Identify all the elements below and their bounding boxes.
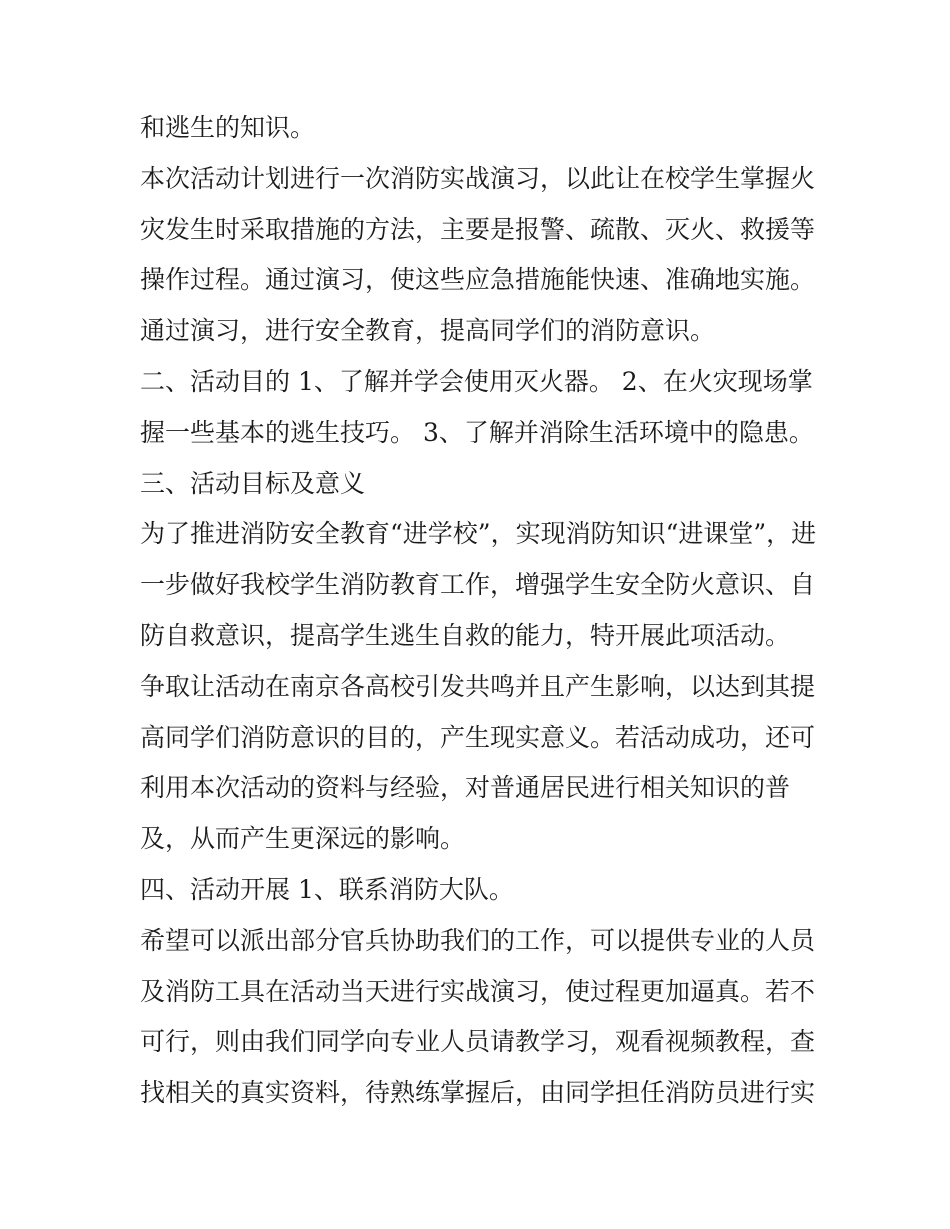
text-line: 防自救意识，提高学生逃生自救的能力，特开展此项活动。 [140, 620, 791, 650]
text-line: 操作过程。通过演习，使这些应急措施能快速、准确地实施。 [140, 265, 816, 295]
section-heading-3: 三、活动目标及意义 [140, 468, 366, 498]
text-line: 通过演习，进行安全教育，提高同学们的消防意识。 [140, 316, 716, 346]
section-heading-4: 四、活动开展 1、联系消防大队。 [140, 874, 514, 904]
text-line: 希望可以派出部分官兵协助我们的工作，可以提供专业的人员 [140, 925, 816, 955]
document-body [140, 107, 820, 1123]
text-line: 一步做好我校学生消防教育工作，增强学生安全防火意识、自 [140, 570, 816, 600]
text-line: 利用本次活动的资料与经验，对普通居民进行相关知识的普 [140, 773, 791, 803]
text-line: 本次活动计划进行一次消防实战演习，以此让在校学生掌握火 [140, 163, 816, 193]
text-line: 和逃生的知识。 [140, 113, 316, 142]
text-line: 灾发生时采取措施的方法，主要是报警、疏散、灭火、救援等 [140, 214, 816, 244]
text-line: 高同学们消防意识的目的，产生现实意义。若活动成功，还可 [140, 722, 816, 752]
text-line: 可行，则由我们同学向专业人员请教学习，观看视频教程，查 [140, 1027, 816, 1057]
text-line: 为了推进消防安全教育“进学校”，实现消防知识“进课堂”，进 [140, 519, 817, 549]
text-line: 争取让活动在南京各高校引发共鸣并且产生影响，以达到其提 [140, 671, 816, 701]
section-heading-2: 二、活动目的 1、了解并学会使用灭火器。 2、在火灾现场掌 [140, 366, 813, 396]
text-line: 及消防工具在活动当天进行实战演习，使过程更加逼真。若不 [140, 976, 816, 1006]
text-line: 握一些基本的逃生技巧。 3、了解并消除生活环境中的隐患。 [140, 417, 814, 447]
text-line: 及，从而产生更深远的影响。 [140, 824, 466, 854]
text-line: 找相关的真实资料，待熟练掌握后，由同学担任消防员进行实 [140, 1078, 816, 1108]
